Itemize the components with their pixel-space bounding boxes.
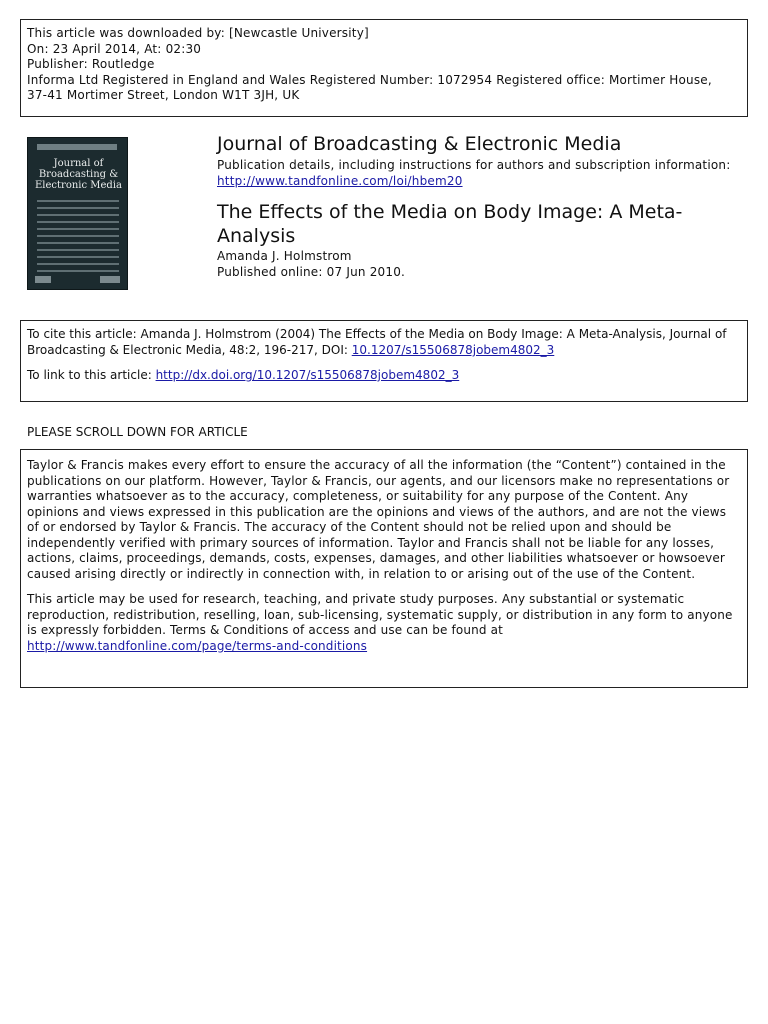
article-link[interactable]: http://dx.doi.org/10.1207/s15506878jobem4802_3 [155, 368, 460, 382]
citation-box [20, 320, 748, 402]
publisher-logo-mark [35, 276, 51, 283]
journal-cover-image[interactable] [27, 137, 128, 290]
publication-details: Publication details, including instructions for authors and subscription information: [217, 158, 731, 172]
terms-link[interactable]: http://www.tandfonline.com/page/terms-and-conditions [27, 638, 368, 653]
disclaimer-box [20, 449, 748, 688]
cover-title: Journal of Broadcasting & Electronic Media [35, 158, 122, 191]
link-label: To link to this article: [27, 368, 156, 382]
download-info-box [20, 19, 748, 117]
download-line: On: 23 April 2014, At: 02:30 [27, 41, 202, 56]
disclaimer-paragraph-1: Taylor & Francis makes every effort to ensure the accuracy of all the information (the “Content”) contained in the publications on our platform. However, Taylor & Francis, our agents, and our licensors make no representations or warranties whatsoever as to the accuracy, completeness, or suitability for any purpose of the Content. Any opinions and views expressed in this publication are the opinions and views of the authors, and are not the views of or endorsed by Taylor & Francis. The accuracy of the Content should not be relied upon and should be independently verified with primary sources of information. Taylor and Francis shall not be liable for any losses, actions, claims, proceedings, demands, costs, expenses, damages, and other liabilities whatsoever or howsoever caused arising directly or indirectly in connection with, in relation to or arising out of the use of the Content. [27, 458, 730, 581]
terms-text: This article may be used for research, teaching, and private study purposes. Any substantial or systematic reproduction, redistribution, reselling, loan, sub-licensing, systematic supply, or distribution in any form to anyone is expressly forbidden. Terms & Conditions of access and use can be found at [27, 592, 733, 637]
download-line: 37-41 Mortimer Street, London W1T 3JH, UK [27, 88, 300, 102]
download-line: This article was downloaded by: [Newcastle University] [27, 26, 369, 40]
journal-title: Journal of Broadcasting & Electronic Media [217, 133, 622, 155]
journal-url-link[interactable]: http://www.tandfonline.com/loi/hbem20 [217, 174, 463, 188]
article-title: The Effects of the Media on Body Image: A Meta-Analysis [217, 201, 683, 247]
article-author: Amanda J. Holmstrom [217, 249, 352, 263]
disclaimer-paragraph-2 [27, 592, 741, 654]
link-paragraph [27, 367, 741, 383]
cover-contents-lines [37, 200, 119, 277]
citation-text: To cite this article: Amanda J. Holmstrom (2004) The Effects of the Media on Body Image: A Meta-Analysis, Journal of Broadcasting & Electronic Media, 48:2, 196-217, DOI: [27, 327, 727, 357]
cover-header-strip [37, 144, 117, 150]
doi-link[interactable]: 10.1207/s15506878jobem4802_3 [351, 343, 555, 357]
download-line: Informa Ltd Registered in England and Wales Registered Number: 1072954 Registered office: Mortimer House, [27, 72, 712, 87]
association-logo-mark [100, 276, 120, 283]
published-date: Published online: 07 Jun 2010. [217, 265, 406, 279]
citation-paragraph [27, 326, 741, 358]
download-line: Publisher: Routledge [27, 57, 155, 71]
scroll-notice: PLEASE SCROLL DOWN FOR ARTICLE [27, 425, 248, 439]
